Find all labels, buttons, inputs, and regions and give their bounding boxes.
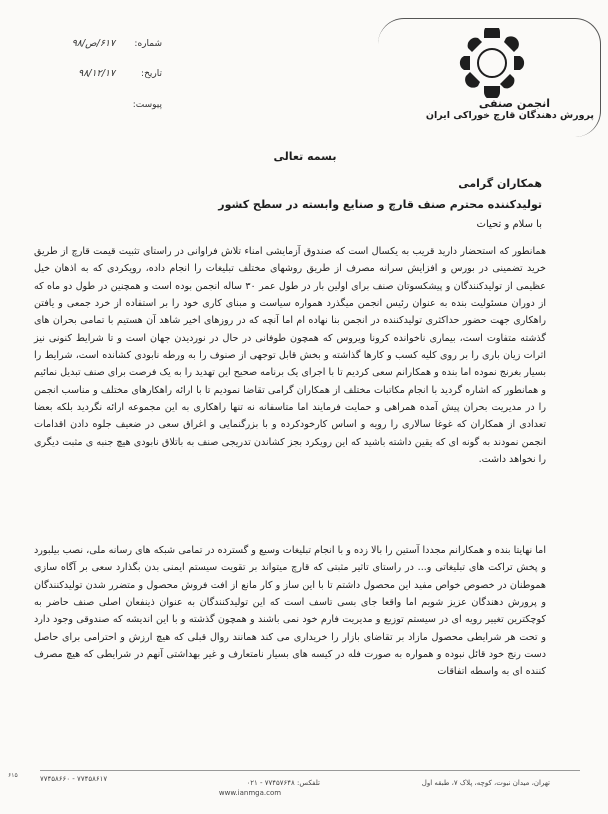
letter-salutation: با سلام و تحیات [476,219,542,230]
letter-number [72,38,162,49]
org-name-line2: پرورش دهندگان قارچ خوراکی ایران [425,110,594,121]
date-label: تاریخ: [141,69,162,79]
footer-website: www.ianmga.com [218,789,282,797]
letter-addressee-detail: تولیدکننده محترم صنف قارچ و صنایع وابسته در سطح کشور [218,198,542,211]
letter-footer [40,770,580,805]
letter-paragraph-1: همانطور که استحضار دارید قریب به یکسال است که صندوق آزمایشی امناء تلاش فراوانی در راستای تثبیت قیمت قارچ از طریق خرید تضمینی در بورس و افزایش سرانه مصرف از طریق روشهای مختلف تبلیغات را انجام داده، رویکردی که به اذهان خیل عظیمی از تولیدکنندگان و پیشکسوتان صنف برای اولین بار در طول عمر ۳۰ ساله انجمن بوده است و همچنین در طول دو ماه که از دوران مسئولیت بنده به عنوان رئیس انجمن میگذرد همواره سیاست و مبنای کاری خود را بر استفاده از خرد جمعی و یافتن راهکاری جهت حضور حداکثری تولیدکننده در انجمن بنا نهاده ام اما آنچه که در روزهای اخیر شاهد آن هستیم با تمامی بحران های گذشته متفاوت است، بیماری ناخوانده کرونا ویروس که همچون طوفانی در حال در نوردیدن جهان است و تا شرایط کنونی نیز اثرات زیان باری را بر روی کلیه کسب و کارها گذاشته و بخش قابل توجهی از صنوف را به ورطه نابودی کشانده است، شرایط را بسیار بغرنج نموده اما بنده و همکارانم سعی کردیم تا با اجرای یک برنامه صحیح این تهدید را به یک فرصت برای صنف تبدیل نمائیم و همانطور که اشاره گردید با انجام مکاتبات مختلف از همکاران گرامی تقاضا نمودیم تا با ارائه راهکارهای مختلف و مناسب انجمن را در مدیریت بحران پیش آمده همراهی و حمایت فرمایند اما متاسفانه نه تنها راهکاری به این مجموعه ارائه نگردید بلکه بعضا تعدادی از همکاران که غوغا سالاری را رویه و اساس کارخودکرده و با بزرگنمایی و اغراق سعی در ضعیف جلوه دادن اقدامات انجمن نمودند به گونه ای که یقین داشته باشید که این رویکرد بجز کشاندن تدریجی صنف به باتلاق نابودی هیچ جنبه ی مثبت دیگری را نخواهد داشت. [34,246,546,466]
letter-attachment [118,100,162,110]
letter-date [78,68,162,79]
date-value: ۹۸/۱۲/۱۷ [78,68,116,79]
attachment-label: پیوست: [132,100,162,110]
mushroom-logo-icon [452,28,532,98]
footer-phones: ۷۷۴۵۸۶۶۰ - ۷۷۴۵۸۶۱۷ [40,775,108,783]
number-value: ۶۱۷/ص/۹۸ [71,38,116,49]
letter-addressee: همکاران گرامی [458,177,542,190]
org-name-line1: انجمن صنفی [478,97,550,110]
footer-address: تهران، میدان نبوت، کوچه، پلاک ۷، طبقه اول [421,779,550,787]
number-label: شماره: [134,39,162,49]
side-code: ۶۱۵ [8,772,18,779]
letter-greeting: بسمه تعالی [273,150,337,163]
letter-paragraph-2: اما نهایتا بنده و همکارانم مجددا آستین را بالا زده و با انجام تبلیغات وسیع و گسترده در تمامی شبکه های رسانه ملی، نصب بیلبورد و پخش تراکت های تبلیغاتی و... در راستای تاثیر مثبتی که قارچ میتواند بر تقویت سیستم ایمنی بدن بگذارد سعی بر آگاه سازی هموطنان در خصوص خواص مفید این محصول داشتم تا با این ساز و کار مانع از افت فروش محصول و متضرر شدن تولیدکنندگان و پرورش دهندگان عزیز شویم اما واقعا جای بسی تاسف است که این تولیدکنندگان به عنوان ذینفعان اصلی صنف حاضر به کوچکترین تغییر رویه ای در سیستم توزیع و مدیریت فارم خود نمی باشند و همچون گذشته و با این اندیشه که صندوقی وجود دارد و تحت هر شرایطی محصول مازاد بر تقاضای بازار را خریداری می کند همانند روال قبلی که هیچ ارزش و احترامی برای حاصل دست رنج خود قائل نبوده و همواره به صورت فله در کیسه های بسیار نامتعارف و غیر بهداشتی آنهم در شرایطی که هیچ مصرف کننده ای به واسطه اتفاقات [34,545,546,678]
footer-contact: تلفکس: ۷۷۴۵۷۶۴۸ - ۰۲۱ [246,779,320,787]
